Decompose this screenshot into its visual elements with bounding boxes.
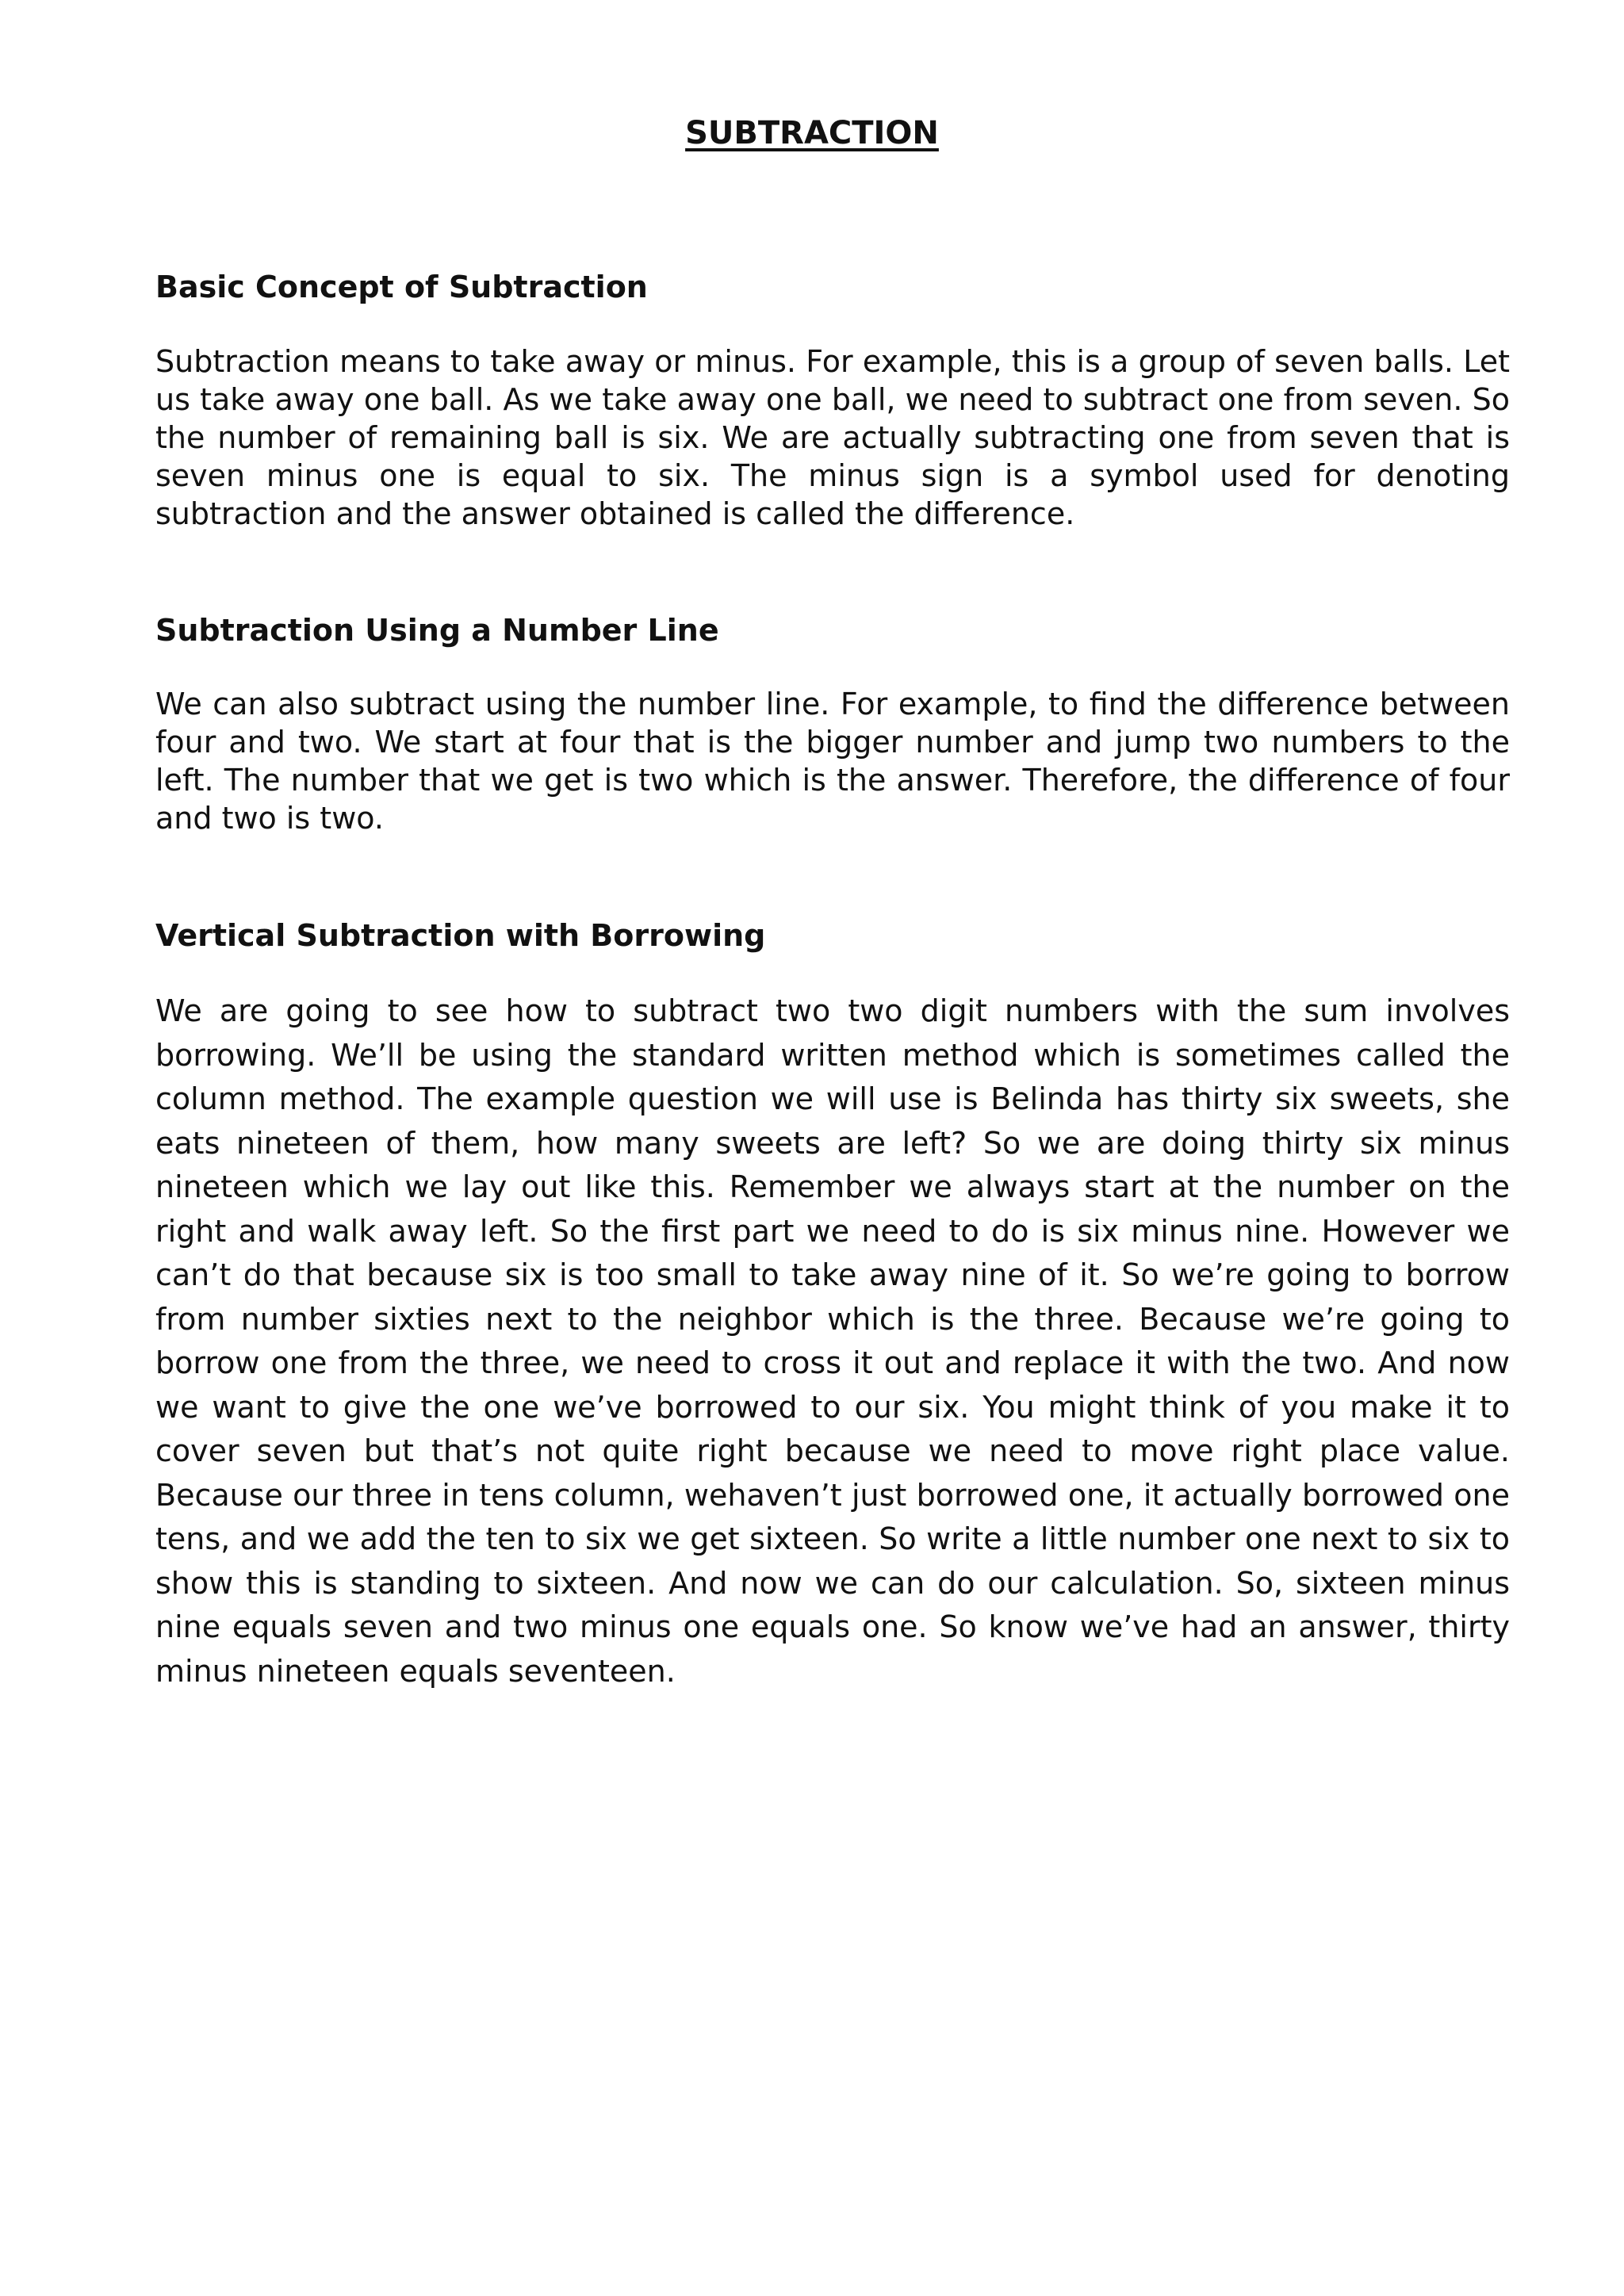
section-heading-vertical-borrowing: Vertical Subtraction with Borrowing <box>155 918 766 953</box>
section-heading-number-line: Subtraction Using a Number Line <box>155 613 719 648</box>
section-paragraph-vertical-borrowing: We are going to see how to subtract two two digit numbers with the sum involves borrowing. We’ll be using the standard written method which is sometimes called the column method. The example question we will use is Belinda has thirty six sweets, she eats nineteen of them, how many sweets are left? So we are doing thirty six minus nineteen which we lay out like this. Remember we always start at the number on the right and walk away left. So the first part we need to do is six minus nine. However we can’t do that because six is too small to take away nine of it. So we’re going to borrow from number sixties next to the neighbor which is the three. Because we’re going to borrow one from the three, we need to cross it out and replace it with the two. And now we want to give the one we’ve borrowed to our six. You might think of you make it to cover seven but that’s not quite right because we need to move right place value. Because our three in tens column, wehaven’t just borrowed one, it actually borrowed one tens, and we add the ten to six we get sixteen. So write a little number one next to six to show this is standing to sixteen. And now we can do our calculation. So, sixteen minus nine equals seven and two minus one equals one. So know we’ve had an answer, thirty minus nineteen equals seventeen. <box>155 993 1510 1689</box>
page-title: SUBTRACTION <box>685 115 939 151</box>
section-heading-basic-concept: Basic Concept of Subtraction <box>155 270 648 304</box>
section-paragraph-basic-concept: Subtraction means to take away or minus. For example, this is a group of seven balls. Let us take away one ball. As we take away one ball, we need to subtract one from seven. So the number of remaining ball is six. We are actually subtracting one from seven that is seven minus one is equal to six. The minus sign is a symbol used for denoting subtraction and the answer obtained is called the difference. <box>155 344 1510 531</box>
section-paragraph-number-line: We can also subtract using the number line. For example, to find the difference between four and two. We start at four that is the bigger number and jump two numbers to the left. The number that we get is two which is the answer. Therefore, the difference of four and two is two. <box>155 687 1510 836</box>
